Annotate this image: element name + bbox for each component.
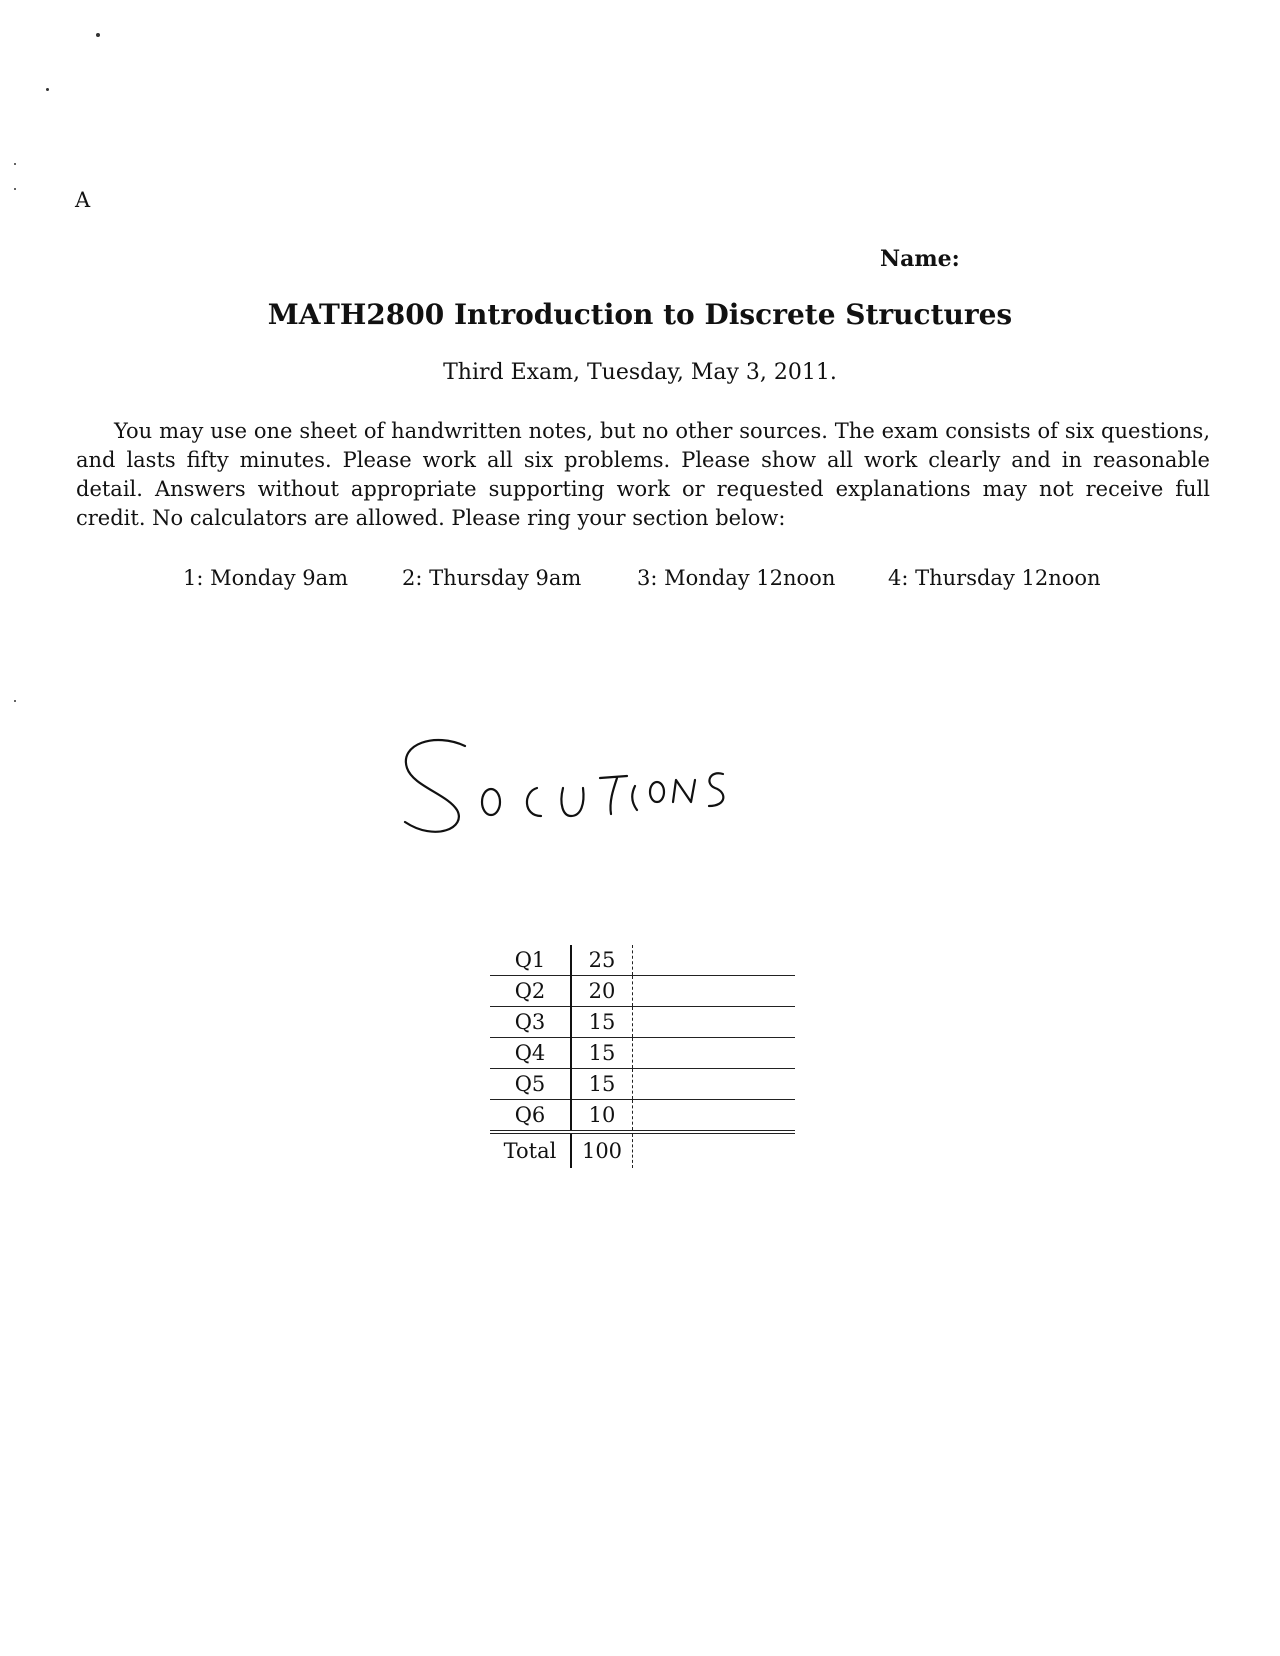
scan-speck — [46, 88, 49, 91]
points-value: 10 — [571, 1100, 633, 1133]
points-value: 20 — [571, 976, 633, 1007]
question-label: Q2 — [490, 976, 571, 1007]
page-title: MATH2800 Introduction to Discrete Structures — [267, 298, 1013, 331]
question-label: Q4 — [490, 1038, 571, 1069]
table-row — [490, 1100, 795, 1133]
score-table — [490, 945, 795, 1168]
table-row — [490, 1038, 795, 1069]
question-label: Q6 — [490, 1100, 571, 1133]
exam-subtitle: Third Exam, Tuesday, May 3, 2011. — [443, 360, 837, 385]
total-points: 100 — [571, 1132, 633, 1168]
scan-speck — [14, 700, 16, 702]
score-entry[interactable] — [633, 1100, 796, 1133]
points-value: 15 — [571, 1038, 633, 1069]
exam-instructions: You may use one sheet of handwritten notes, but no other sources. The exam consists of six questions, and lasts fifty minutes. Please work all six problems. Please show all work clearly and in reasonable detail. Answers without appropriate supporting work or requested explanations may not receive full credit. No calculators are allowed. Please ring your section below: — [76, 419, 1210, 530]
scan-speck — [14, 188, 16, 190]
handwritten-solutions-note — [395, 730, 775, 850]
section-option[interactable]: 1: Monday 9am — [183, 566, 349, 590]
points-value: 25 — [571, 945, 633, 976]
scan-speck — [14, 163, 16, 165]
score-entry[interactable] — [633, 1007, 796, 1038]
score-entry[interactable] — [633, 945, 796, 976]
total-label: Total — [490, 1132, 571, 1168]
score-entry[interactable] — [633, 976, 796, 1007]
table-row — [490, 1007, 795, 1038]
table-row — [490, 1069, 795, 1100]
exam-version-letter: A — [75, 188, 91, 212]
name-field-label: Name: — [880, 246, 960, 272]
table-row — [490, 945, 795, 976]
section-option[interactable]: 4: Thursday 12noon — [888, 566, 1101, 590]
total-score-entry[interactable] — [633, 1132, 796, 1168]
points-value: 15 — [571, 1007, 633, 1038]
section-option[interactable]: 2: Thursday 9am — [402, 566, 582, 590]
points-value: 15 — [571, 1069, 633, 1100]
table-row — [490, 976, 795, 1007]
score-entry[interactable] — [633, 1069, 796, 1100]
section-option[interactable]: 3: Monday 12noon — [637, 566, 836, 590]
table-total-row — [490, 1132, 795, 1168]
question-label: Q1 — [490, 945, 571, 976]
question-label: Q3 — [490, 1007, 571, 1038]
question-label: Q5 — [490, 1069, 571, 1100]
scan-speck — [96, 33, 100, 37]
score-entry[interactable] — [633, 1038, 796, 1069]
